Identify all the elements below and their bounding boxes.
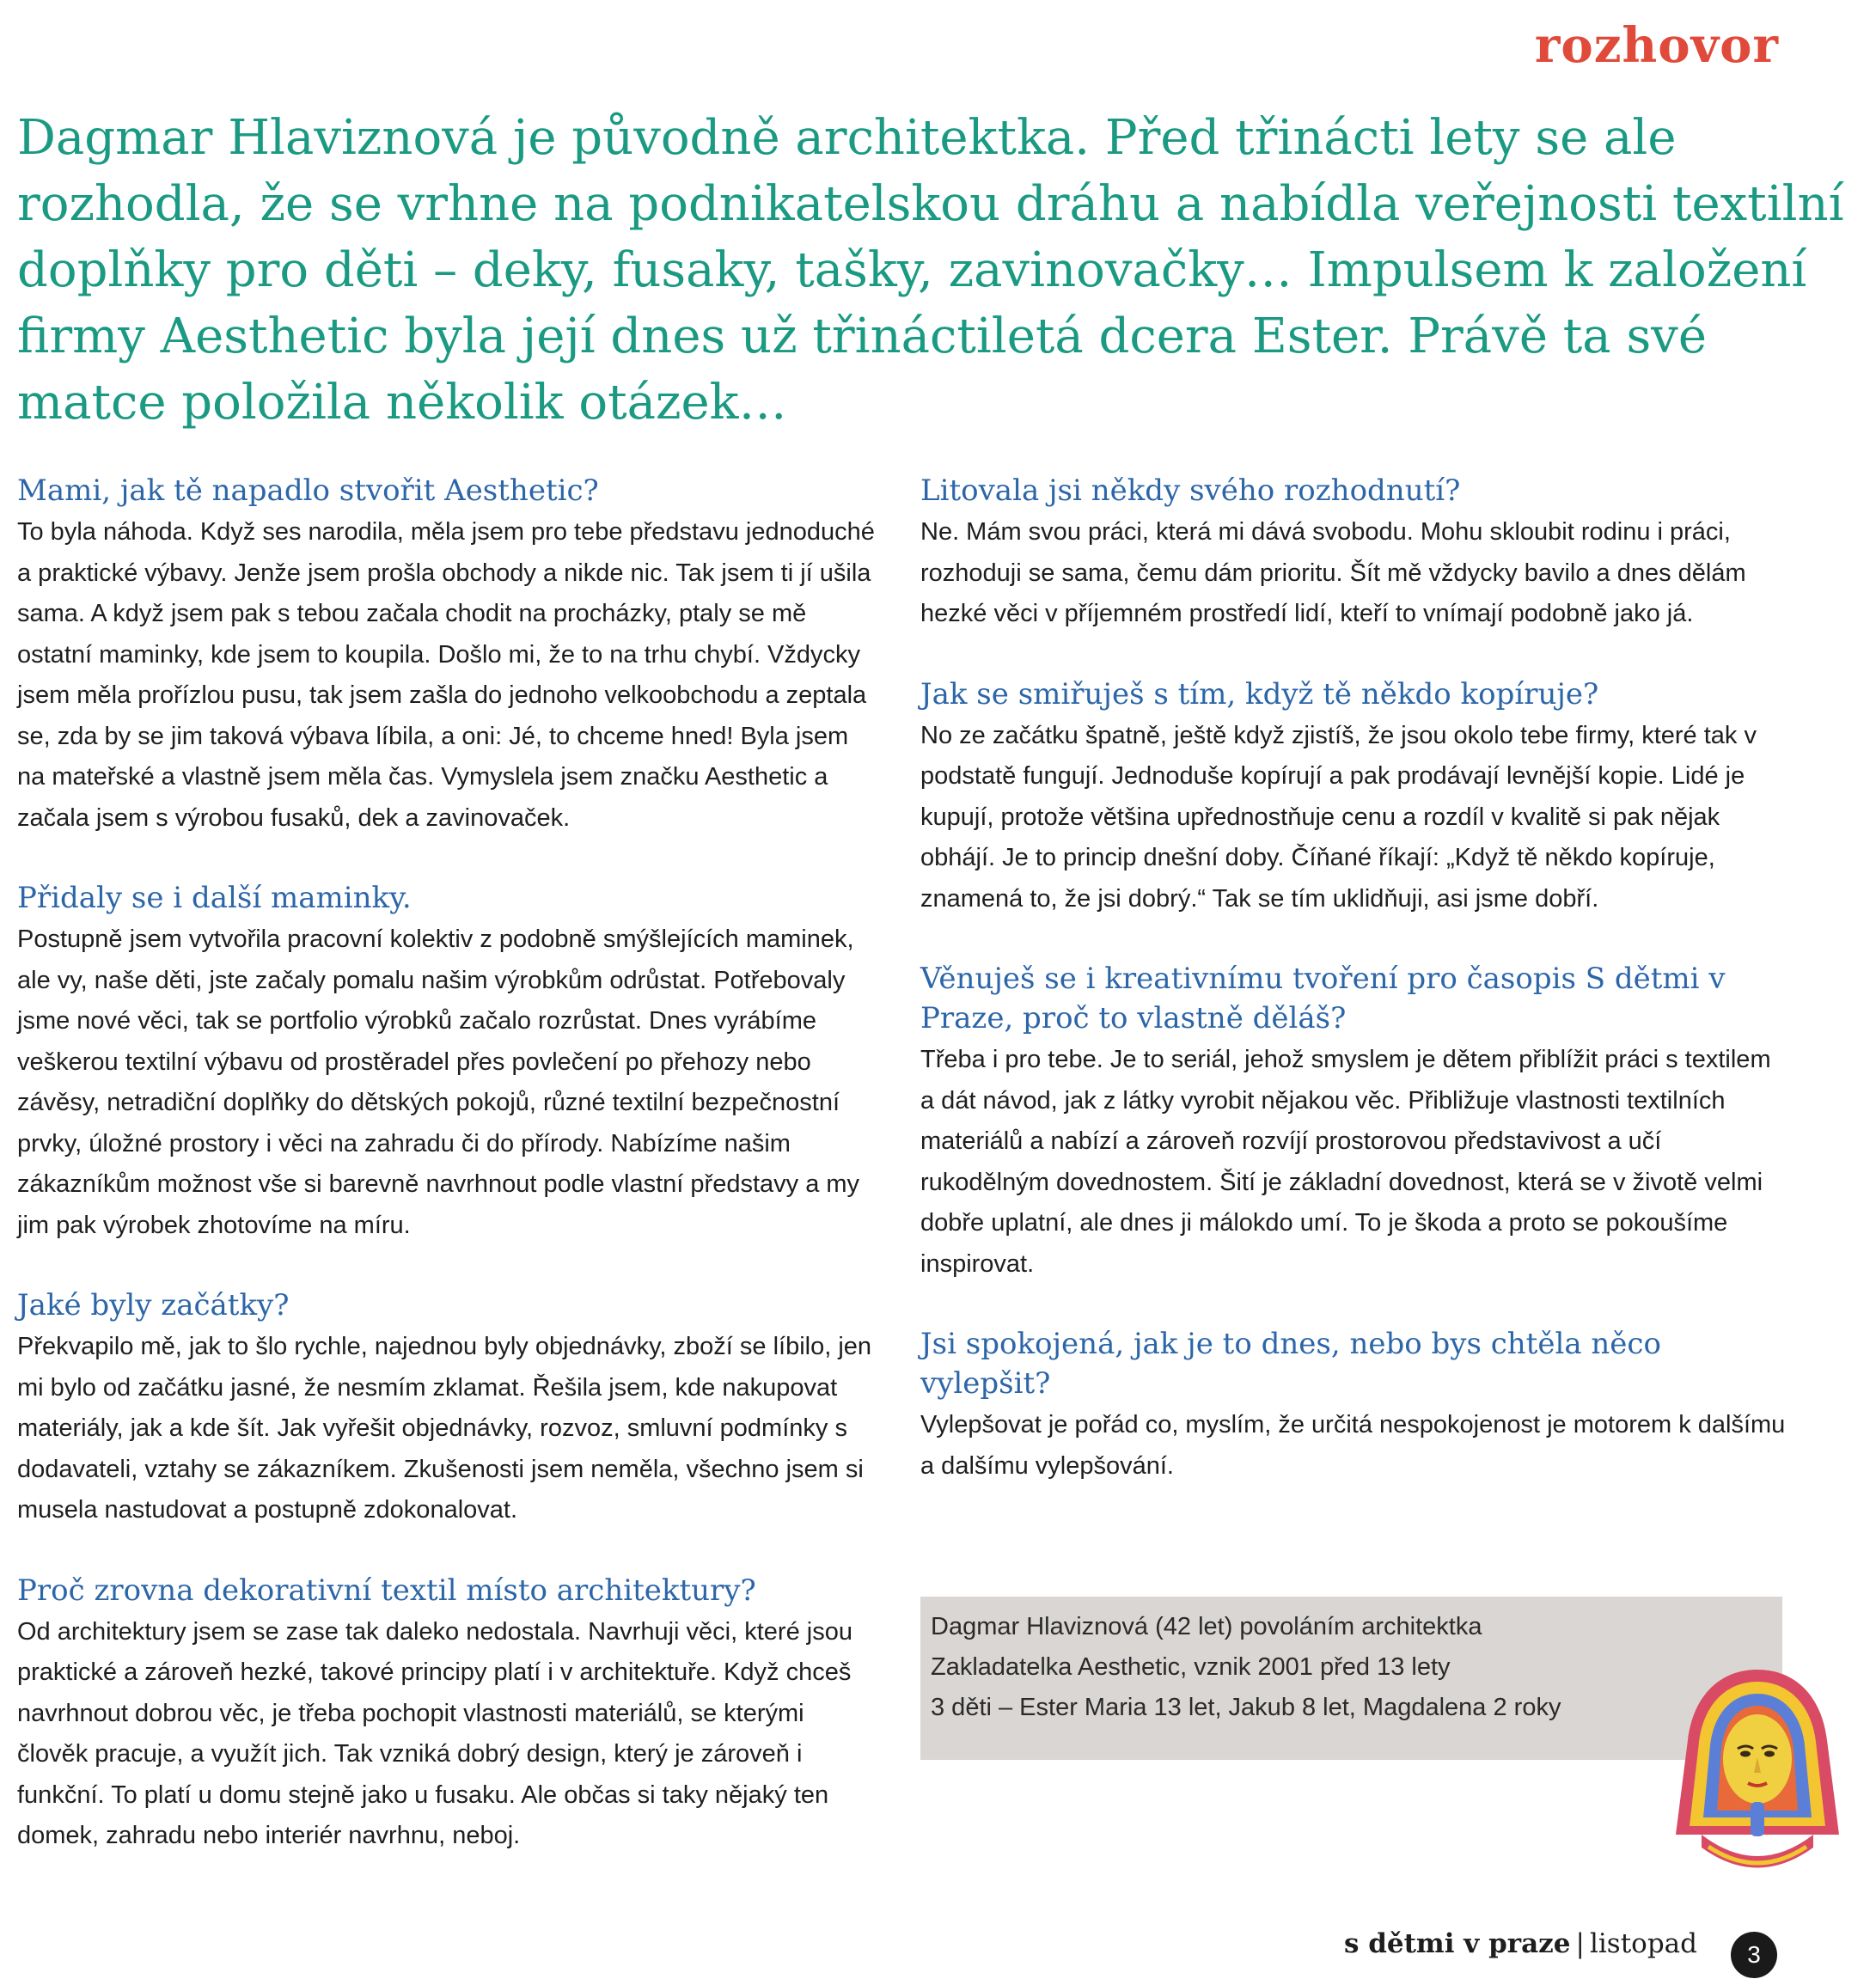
qa-block [17,1571,877,1857]
infobox-line: Zakladatelka Aesthetic, vznik 2001 před 13 lety [931,1653,1451,1681]
qa-block [17,878,877,1246]
answer: Vylepšovat je pořád co, myslím, že určitá nespokojenost je motorem k dalšímu a dalšímu vylepšování. [920,1411,1786,1480]
qa-block [920,959,1790,1285]
qa-block [920,675,1790,920]
issue-month: listopad [1589,1928,1697,1959]
qa-block [920,471,1790,635]
question: Jsi spokojená, jak je to dnes, nebo bys chtěla něco vylepšit? [920,1327,1661,1401]
answer: Postupně jsem vytvořila pracovní kolektiv z podobně smýšlejících maminek, ale vy, naše děti, jste začaly pomalu našim výrobkům odrůstat. Potřebovaly jsme nové věci, tak se portfolio výrobků začalo rozrůstat. Dnes vyrábíme veškerou textilní výbavu od prostěradel přes povlečení po přehozy nebo závěsy, netradiční doplňky do dětských pokojů, různé textilní bezpečnostní prvky, úložné prostory i věci na zahradu či do přírody. Nabízíme našim zákazníkům možnost vše si barevně navrhnout podle vlastní představy a my jim pak výrobek zhotovíme na míru. [17,925,860,1239]
infobox-line: Dagmar Hlaviznová (42 let) povoláním architektka [931,1613,1482,1640]
question: Jak se smiřuješ s tím, když tě někdo kopíruje? [920,676,1599,712]
question: Mami, jak tě napadlo stvořit Aesthetic? [17,473,599,508]
left-column [17,471,877,1897]
answer: Od architektury jsem se zase tak daleko nedostala. Navrhuji věci, které jsou praktické a zároveň hezké, takové principy platí i v architektuře. Když chceš navrhnout dobrou věc, je třeba pochopit vlastnosti materiálů, se kterými člověk pracuje, a využít jich. Tak vzniká dobrý design, který je zároveň i funkční. To platí u domu stejně jako u fusaku. Ale občas si taky nějaký ten domek, zahradu nebo interiér navrhnu, neboj. [17,1617,852,1849]
infobox-line: 3 děti – Ester Maria 13 let, Jakub 8 let, Magdalena 2 roky [931,1694,1561,1721]
magazine-name: s dětmi v praze [1343,1928,1571,1959]
right-column [920,471,1790,1526]
answer: Překvapilo mě, jak to šlo rychle, najednou byly objednávky, zboží se líbilo, jen mi bylo od začátku jasné, že nesmím zklamat. Řešila jsem, kde nakupovat materiály, jak a kde šít. Jak vyřešit objednávky, rozvoz, smluvní podmínky s dodavateli, vztahy se zákazníkem. Zkušenosti jsem neměla, všechno jsem si musela nastudovat a postupně zdokonalovat. [17,1333,872,1524]
section-label: rozhovor [1534,17,1779,74]
question: Litovala jsi někdy svého rozhodnutí? [920,473,1461,508]
answer: Třeba i pro tebe. Je to seriál, jehož smyslem je dětem přiblížit práci s textilem a dát návod, jak z látky vyrobit nějakou věc. Přibližuje vlastnosti textilních materiálů a nabízí a zároveň rozvíjí prostorovou představivost a učí rukodělným dovednostem. Šití je základní dovednost, která se v životě velmi dobře uplatní, ale dnes ji málokdo umí. To je škoda a proto se pokoušíme inspirovat. [920,1046,1771,1278]
answer: To byla náhoda. Když ses narodila, měla jsem pro tebe představu jednoduché a praktické výbavy. Jenže jsem prošla obchody a nikde nic. Tak jsem ti jí ušila sama. A když jsem pak s tebou začala chodit na procházky, ptaly se mě ostatní maminky, kde jsem to koupila. Došlo mi, že to na trhu chybí. Vždycky jsem měla prořízlou pusu, tak jsem zašla do jednoho velkoobchodu a zeptala se, zda by se jim taková výbava líbila, a oni: Jé, to chceme hned! Byla jsem na mateřské a vlastně jsem měla čas. Vymyslela jsem značku Aesthetic a začala jsem s výrobou fusaků, dek a zavinovaček. [17,518,875,832]
page-footer [1344,1928,1697,1959]
qa-block [17,1286,877,1531]
question: Věnuješ se i kreativnímu tvoření pro časopis S dětmi v Praze, proč to vlastně děláš? [920,962,1726,1035]
question: Přidaly se i další maminky. [17,881,412,915]
answer: Ne. Mám svou práci, která mi dává svobodu. Mohu skloubit rodinu i práci, rozhoduji se sama, čemu dám prioritu. Šít mě vždycky bavilo a dnes dělám hezké věci v příjemném prostředí lidí, kteří to vnímají podobně jako já. [920,518,1746,627]
qa-block [17,471,877,839]
answer: No ze začátku špatně, ještě když zjistíš, že jsou okolo tebe firmy, které tak v podstatě fungují. Jednoduše kopírují a pak prodávají levnější kopie. Lidé je kupují, protože většina upřednostňuje cenu a rozdíl v kvalitě si pak nějak obhájí. Je to princip dnešní doby. Číňané říkají: „Když tě někdo kopíruje, znamená to, že jsi dobrý.“ Tak se tím uklidňuji, asi jsme dobří. [920,721,1757,913]
pharaoh-mask-icon [1667,1663,1848,1886]
qa-block [920,1324,1790,1487]
page-number: 3 [1731,1932,1777,1978]
question: Jaké byly začátky? [17,1288,290,1322]
footer-separator: | [1575,1928,1585,1959]
lead-paragraph: Dagmar Hlaviznová je původně architektka. Před třinácti lety se ale rozhodla, že se vrhne na podnikatelskou dráhu a nabídla veřejnosti textilní doplňky pro děti – deky, fusaky, tašky, zavinovačky… Impulsem k založení firmy Aesthetic byla její dnes už třináctiletá dcera Ester. Právě ta své matce položila několik otázek… [17,110,1844,431]
profile-infobox [920,1597,1782,1760]
question: Proč zrovna dekorativní textil místo architektury? [17,1573,756,1608]
